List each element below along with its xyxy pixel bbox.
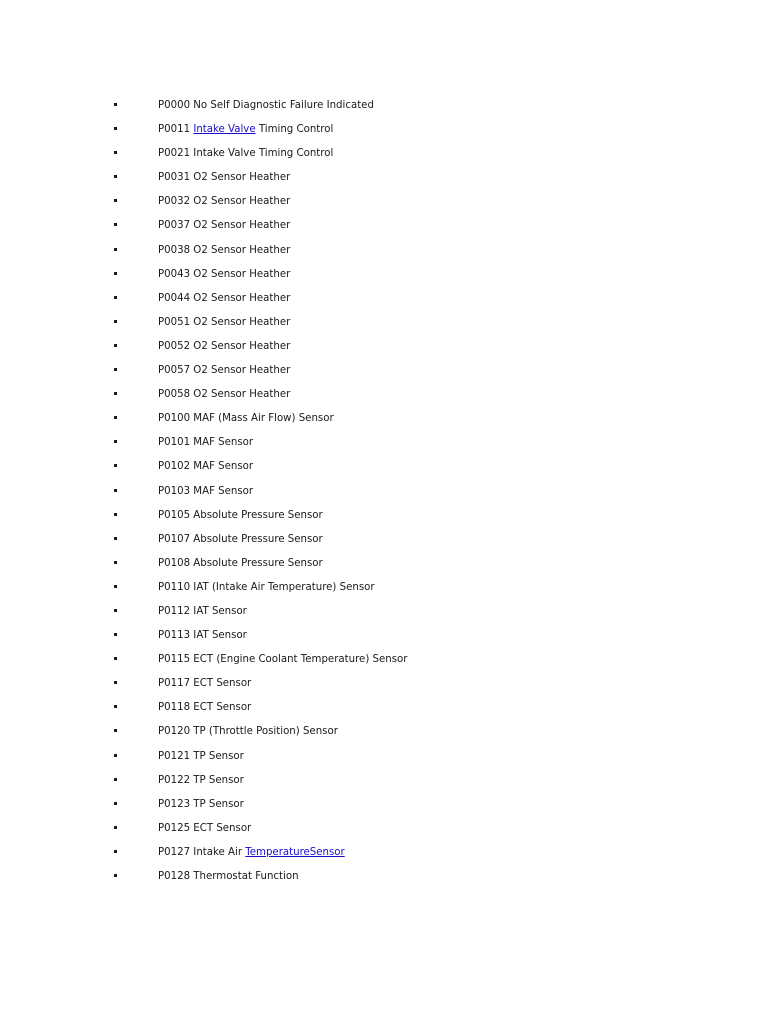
list-item-text: P0122 TP Sensor: [158, 774, 244, 786]
bullet-icon: [114, 874, 117, 877]
list-item-text: P0058 O2 Sensor Heather: [158, 389, 291, 401]
list-item: [0, 337, 768, 361]
list-item: [0, 747, 768, 771]
list-item-text: P0107 Absolute Pressure Sensor: [158, 533, 323, 545]
diagnostic-code-list: [0, 96, 768, 891]
list-item-text: P0101 MAF Sensor: [158, 437, 254, 449]
list-item: [0, 457, 768, 481]
bullet-icon: [114, 513, 117, 516]
bullet-icon: [114, 657, 117, 660]
list-item-text: P0125 ECT Sensor: [158, 822, 252, 834]
list-item: [0, 795, 768, 819]
list-item: [0, 867, 768, 891]
list-item: [0, 819, 768, 843]
list-item: [0, 409, 768, 433]
list-item: [0, 674, 768, 698]
bullet-icon: [114, 464, 117, 467]
list-item-text: P0113 IAT Sensor: [158, 630, 247, 642]
bullet-icon: [114, 705, 117, 708]
bullet-icon: [114, 633, 117, 636]
list-item: [0, 96, 768, 120]
list-item: [0, 554, 768, 578]
list-item-text: P0105 Absolute Pressure Sensor: [158, 509, 323, 521]
list-item: [0, 144, 768, 168]
list-item-text: P0031 O2 Sensor Heather: [158, 172, 291, 184]
list-item-text: P0121 TP Sensor: [158, 750, 244, 762]
list-item: [0, 602, 768, 626]
list-item-text: P0117 ECT Sensor: [158, 678, 252, 690]
list-item-text: P0000 No Self Diagnostic Failure Indicated: [158, 100, 374, 111]
bullet-icon: [114, 296, 117, 299]
list-item: [0, 120, 768, 144]
inline-link[interactable]: Intake Valve: [193, 124, 256, 136]
list-item-text: P0021 Intake Valve Timing Control: [158, 148, 334, 160]
list-item-text: P0115 ECT (Engine Coolant Temperature) Sensor: [158, 654, 408, 666]
bullet-icon: [114, 368, 117, 371]
list-item: [0, 698, 768, 722]
list-item: [0, 241, 768, 265]
list-item: [0, 433, 768, 457]
bullet-icon: [114, 151, 117, 154]
list-item-text: P0057 O2 Sensor Heather: [158, 365, 291, 377]
list-item-text: P0110 IAT (Intake Air Temperature) Sensor: [158, 581, 375, 593]
bullet-icon: [114, 416, 117, 419]
bullet-icon: [114, 248, 117, 251]
bullet-icon: [114, 440, 117, 443]
list-item: [0, 265, 768, 289]
list-item-text: [158, 843, 345, 863]
list-item: [0, 192, 768, 216]
bullet-icon: [114, 850, 117, 853]
list-item: [0, 530, 768, 554]
list-item-text-after-link: Timing Control: [255, 124, 334, 136]
list-item: [0, 168, 768, 192]
list-item: [0, 216, 768, 240]
bullet-icon: [114, 175, 117, 178]
list-item-text: P0100 MAF (Mass Air Flow) Sensor: [158, 413, 334, 425]
bullet-icon: [114, 561, 117, 564]
bullet-icon: [114, 778, 117, 781]
bullet-icon: [114, 320, 117, 323]
bullet-icon: [114, 392, 117, 395]
list-item: [0, 626, 768, 650]
bullet-icon: [114, 681, 117, 684]
list-item-text: P0032 O2 Sensor Heather: [158, 196, 291, 208]
bullet-icon: [114, 127, 117, 130]
list-item-text: P0043 O2 Sensor Heather: [158, 268, 291, 280]
list-item: [0, 578, 768, 602]
list-item-text: P0108 Absolute Pressure Sensor: [158, 557, 323, 569]
list-item-text: P0128 Thermostat Function: [158, 871, 299, 882]
list-item-text: P0102 MAF Sensor: [158, 461, 254, 473]
bullet-icon: [114, 272, 117, 275]
list-item: [0, 482, 768, 506]
list-item: [0, 650, 768, 674]
bullet-icon: [114, 223, 117, 226]
inline-link[interactable]: TemperatureSensor: [245, 846, 345, 858]
bullet-icon: [114, 609, 117, 612]
list-item-text: P0112 IAT Sensor: [158, 605, 247, 617]
list-item: [0, 313, 768, 337]
bullet-icon: [114, 585, 117, 588]
bullet-icon: [114, 103, 117, 106]
list-item-text: P0044 O2 Sensor Heather: [158, 292, 291, 304]
list-item-text: P0118 ECT Sensor: [158, 702, 252, 714]
bullet-icon: [114, 802, 117, 805]
list-item-text: P0052 O2 Sensor Heather: [158, 340, 291, 352]
list-item: [0, 843, 768, 867]
bullet-icon: [114, 729, 117, 732]
bullet-icon: [114, 489, 117, 492]
list-item: [0, 385, 768, 409]
bullet-icon: [114, 537, 117, 540]
list-item: [0, 771, 768, 795]
bullet-icon: [114, 199, 117, 202]
list-item: [0, 722, 768, 746]
list-item-text: P0038 O2 Sensor Heather: [158, 244, 291, 256]
list-item: [0, 361, 768, 385]
list-item: [0, 289, 768, 313]
list-item-text: [158, 120, 333, 140]
list-item-text: P0120 TP (Throttle Position) Sensor: [158, 726, 338, 738]
bullet-icon: [114, 826, 117, 829]
list-item-text: P0123 TP Sensor: [158, 798, 244, 810]
list-item-text: P0051 O2 Sensor Heather: [158, 316, 291, 328]
bullet-icon: [114, 344, 117, 347]
list-item-text-before-link: P0127 Intake Air: [158, 846, 246, 858]
list-item-text: P0037 O2 Sensor Heather: [158, 220, 291, 232]
bullet-icon: [114, 754, 117, 757]
list-item-text: P0103 MAF Sensor: [158, 485, 254, 497]
list-item-text-before-link: P0011: [158, 124, 194, 136]
list-item: [0, 506, 768, 530]
